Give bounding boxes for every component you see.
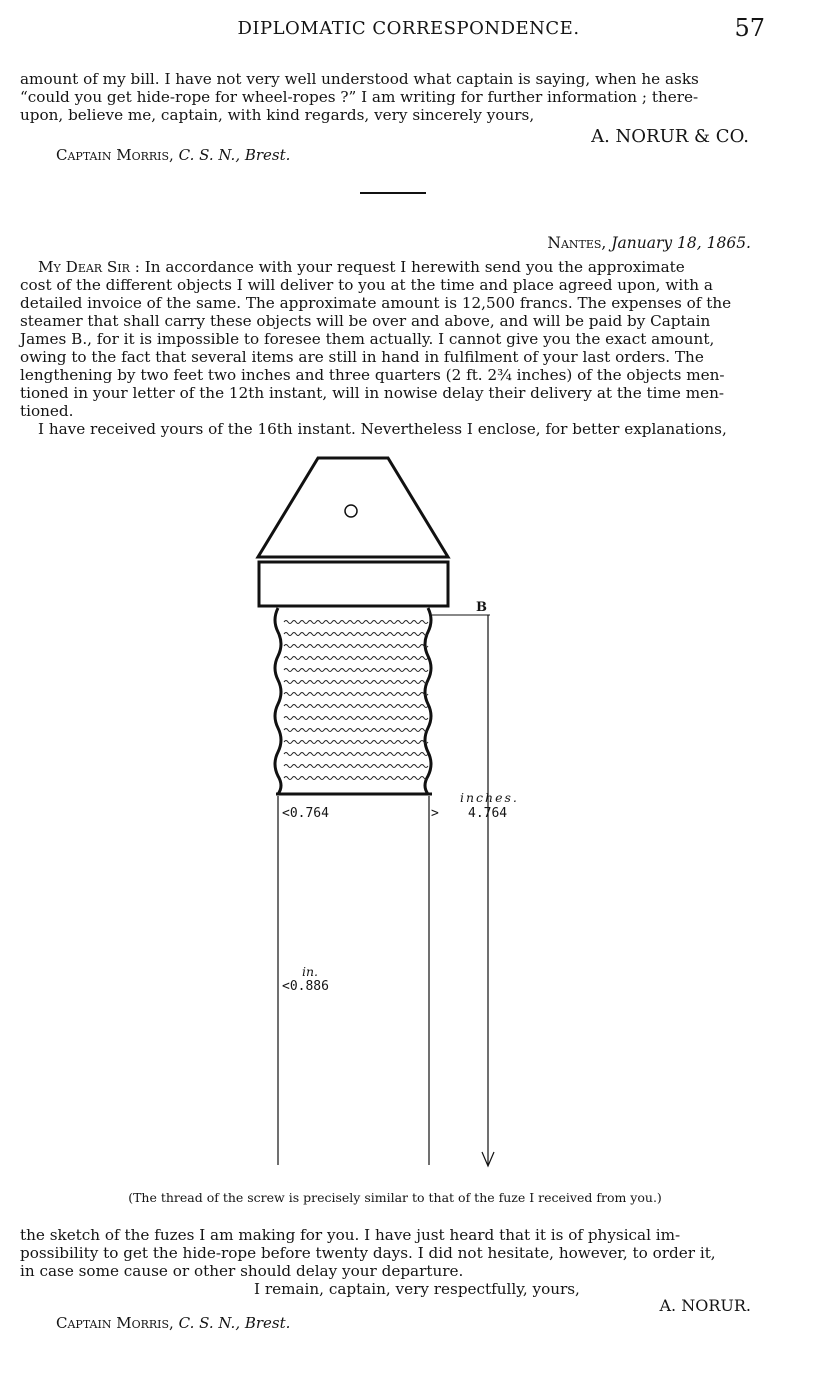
thread-line xyxy=(284,705,428,708)
letter1-line: amount of my bill. I have not very well understood what captain is saying, when he asks xyxy=(20,70,699,88)
dim-length-unit: inches. xyxy=(460,790,519,805)
letter2-line: owing to the fact that several items are still in hand in fulfilment of your last orders. The xyxy=(20,348,704,366)
dateline-place: Nantes, xyxy=(547,234,607,252)
thread-line xyxy=(284,669,428,672)
thread-line xyxy=(284,633,428,636)
fuze-collar xyxy=(259,562,448,606)
thread-left-edge xyxy=(275,608,281,794)
letter2-line: steamer that shall carry these objects will be over and above, and will be paid by Captain xyxy=(20,312,711,330)
letter2-line: tioned. xyxy=(20,402,74,420)
thread-line xyxy=(284,753,428,756)
letter2-line-text: In accordance with your request I herewith send you the approximate xyxy=(144,258,685,276)
letter1-signature: A. NORUR & CO. xyxy=(591,126,749,147)
fuze-cap xyxy=(258,458,448,557)
dim-length-value: 4.764 xyxy=(468,806,508,821)
letter2-line: I have received yours of the 16th instant. Nevertheless I enclose, for better explanations, xyxy=(38,420,727,438)
letter2-line: detailed invoice of the same. The approximate amount is 12,500 francs. The expenses of the xyxy=(20,294,732,312)
thread-line xyxy=(284,681,428,684)
addressee-name: Captain Morris, xyxy=(56,146,174,164)
thread-line xyxy=(284,741,428,744)
thread-line xyxy=(284,621,428,624)
addressee-name: Captain Morris, xyxy=(56,1314,174,1332)
running-header: DIPLOMATIC CORRESPONDENCE. xyxy=(237,18,580,39)
letter2-line: lengthening by two feet two inches and three quarters (2 ft. 2¾ inches) of the objects men- xyxy=(20,366,725,384)
letter2-line: James B., for it is impossible to foresee them actually. I cannot give you the exact amount, xyxy=(20,330,715,348)
closing-line: possibility to get the hide-rope before twenty days. I did not hesitate, however, to order it, xyxy=(20,1244,716,1262)
closing-signature: A. NORUR. xyxy=(659,1296,751,1315)
closing-line: in case some cause or other should delay your departure. xyxy=(20,1262,464,1280)
thread-line xyxy=(284,657,428,660)
label-b: B xyxy=(476,600,487,615)
salutation: My Dear Sir : xyxy=(38,258,140,276)
closing-line: I remain, captain, very respectfully, yours, xyxy=(254,1280,580,1298)
thread-line xyxy=(284,729,428,732)
addressee-location: C. S. N., Brest. xyxy=(178,1314,291,1332)
addressee-location: C. S. N., Brest. xyxy=(178,146,291,164)
dateline-date: January 18, 1865. xyxy=(611,234,751,252)
closing-line: the sketch of the fuzes I am making for you. I have just heard that it is of physical im- xyxy=(20,1226,681,1244)
fuze-cap-hole xyxy=(345,505,357,517)
page-number: 57 xyxy=(734,14,765,42)
dim-lower-width: <0.886 xyxy=(282,979,329,994)
dim-lower-unit: in. xyxy=(302,964,319,979)
thread-line xyxy=(284,765,428,768)
thread-line xyxy=(284,693,428,696)
letter1-line: “could you get hide-rope for wheel-ropes ?” I am writing for further information ; there- xyxy=(20,88,699,106)
letter1-line: upon, believe me, captain, with kind regards, very sincerely yours, xyxy=(20,106,535,124)
dim-inner-right-marker: > xyxy=(431,806,439,821)
figure-caption: (The thread of the screw is precisely similar to that of the fuze I received from you.) xyxy=(128,1190,662,1205)
thread-line xyxy=(284,645,428,648)
dim-inner-width: <0.764 xyxy=(282,806,329,821)
thread-line xyxy=(284,777,428,780)
letter2-line: tioned in your letter of the 12th instant, will in nowise delay their delivery at the time men- xyxy=(20,384,725,402)
letter2-line: cost of the different objects I will deliver to you at the time and place agreed upon, with a xyxy=(20,276,713,294)
thread-lines xyxy=(284,621,428,780)
thread-line xyxy=(284,717,428,720)
closing-body xyxy=(20,1226,772,1298)
closing-addressee xyxy=(56,1314,290,1332)
